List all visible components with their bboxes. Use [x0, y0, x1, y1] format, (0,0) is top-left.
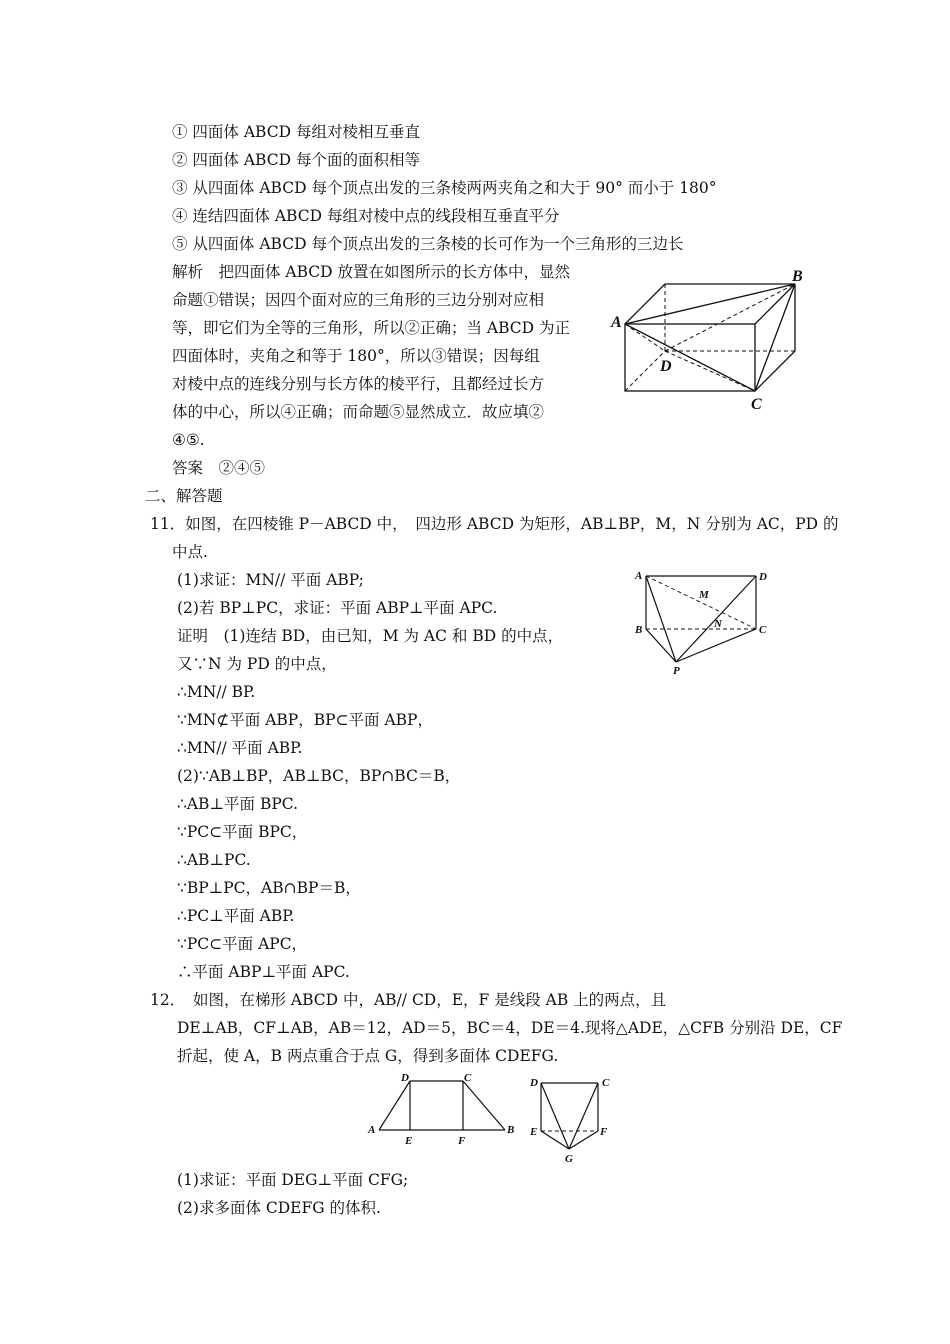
label-a: A: [611, 314, 622, 331]
q11-line: 又∵N 为 PD 的中点，: [177, 655, 337, 673]
label-e: E: [405, 1135, 413, 1147]
label-b: B: [792, 268, 803, 285]
label-a: A: [368, 1124, 376, 1136]
q10-item-3: ③ 从四面体 ABCD 每个顶点出发的三条棱两两夹角之和大于 90° 而小于 180°: [172, 179, 717, 197]
q12-part: (1)求证：平面 DEG⊥平面 CFG;: [177, 1171, 409, 1189]
cuboid-tetrahedron-figure: [605, 265, 815, 415]
q10-analysis-line: 解析 把四面体 ABCD 放置在如图所示的长方体中，显然: [172, 263, 571, 281]
q11-line: 证明 (1)连结 BD，由已知，M 为 AC 和 BD 的中点，: [177, 627, 564, 645]
q11-line: (1)求证：MN// 平面 ABP;: [177, 571, 364, 589]
q10-analysis-line: 命题①错误；因四个面对应的三角形的三边分别对应相: [172, 291, 545, 309]
q11-line: (2)∵AB⊥BP，AB⊥BC，BP∩BC＝B，: [177, 767, 461, 785]
q11-line: ∵BP⊥PC，AB∩BP＝B，: [177, 879, 361, 897]
q12-stem: 12． 如图，在梯形 ABCD 中，AB// CD，E，F 是线段 AB 上的两点，且: [150, 991, 667, 1009]
q11-line: ∴PC⊥平面 ABP.: [177, 907, 295, 925]
polyhedron-figure: [525, 1070, 620, 1165]
label-c: C: [751, 396, 762, 413]
label-b: B: [507, 1124, 515, 1136]
pyramid-figure: [630, 565, 780, 680]
label-f: F: [600, 1126, 608, 1138]
q11-line: ∵MN⊄平面 ABP，BP⊂平面 ABP，: [177, 711, 433, 729]
q10-item-5: ⑤ 从四面体 ABCD 每个顶点出发的三条棱的长可作为一个三角形的三边长: [172, 235, 684, 253]
q10-analysis-line: 四面体时，夹角之和等于 180°，所以③错误；因每组: [172, 347, 540, 365]
q11-line: ∴平面 ABP⊥平面 APC.: [177, 963, 350, 981]
label-f: F: [458, 1135, 466, 1147]
label-e: E: [530, 1126, 538, 1138]
label-c: C: [602, 1077, 610, 1089]
q10-answer: 答案 ②④⑤: [172, 459, 266, 477]
q11-stem: 11．如图，在四棱锥 P－ABCD 中， 四边形 ABCD 为矩形，AB⊥BP，M，N 分别为 AC，PD 的: [150, 515, 839, 533]
q11-line: ∵PC⊂平面 BPC，: [177, 823, 308, 841]
q11-stem: 中点.: [172, 543, 208, 561]
label-b: B: [635, 624, 643, 636]
q10-analysis-line: 等，即它们为全等的三角形，所以②正确；当 ABCD 为正: [172, 319, 571, 337]
label-d: D: [530, 1077, 538, 1089]
label-d: D: [660, 358, 672, 375]
trapezoid-figure: [365, 1070, 525, 1150]
q10-item-4: ④ 连结四面体 ABCD 每组对棱中点的线段相互垂直平分: [172, 207, 560, 225]
label-d: D: [759, 571, 767, 583]
section-heading: 二、解答题: [145, 487, 223, 505]
q11-line: (2)若 BP⊥PC，求证：平面 ABP⊥平面 APC.: [177, 599, 498, 617]
label-d: D: [401, 1072, 409, 1084]
q11-line: ∴MN// BP.: [177, 683, 256, 701]
q11-line: ∴MN// 平面 ABP.: [177, 739, 303, 757]
q12-stem: 折起，使 A，B 两点重合于点 G，得到多面体 CDEFG.: [177, 1047, 559, 1065]
label-n: N: [714, 618, 722, 630]
q11-line: ∴AB⊥平面 BPC.: [177, 795, 299, 813]
label-p: P: [673, 665, 680, 677]
label-g: G: [565, 1153, 573, 1165]
q11-line: ∴AB⊥PC.: [177, 851, 251, 869]
q10-item-2: ② 四面体 ABCD 每个面的面积相等: [172, 151, 420, 169]
q10-analysis-line: 对棱中点的连线分别与长方体的棱平行，且都经过长方: [172, 375, 545, 393]
label-c: C: [759, 624, 767, 636]
q12-stem: DE⊥AB，CF⊥AB，AB＝12，AD＝5，BC＝4，DE＝4.现将△ADE，△CFB 分别沿 DE，CF: [177, 1019, 843, 1037]
q10-item-1: ① 四面体 ABCD 每组对棱相互垂直: [172, 123, 420, 141]
label-c: C: [464, 1072, 472, 1084]
q10-analysis-line: ④⑤.: [172, 431, 205, 449]
label-a: A: [635, 570, 643, 582]
q12-part: (2)求多面体 CDEFG 的体积.: [177, 1199, 381, 1217]
q11-line: ∵PC⊂平面 APC，: [177, 935, 308, 953]
label-m: M: [699, 589, 709, 601]
q10-analysis-line: 体的中心，所以④正确；而命题⑤显然成立．故应填②: [172, 403, 545, 421]
